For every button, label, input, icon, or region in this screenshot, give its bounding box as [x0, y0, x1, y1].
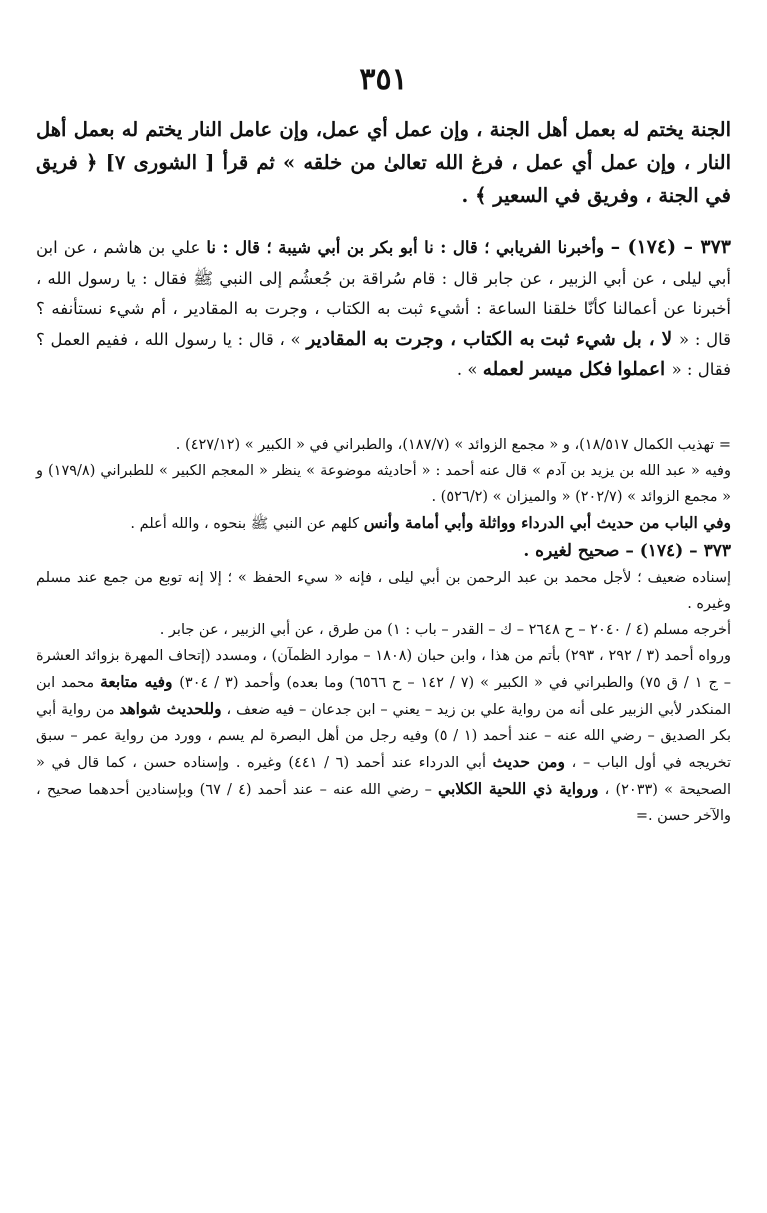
main-line-1: الجنة يختم له بعمل أهل الجنة ، وإن عمل أي عمل، وإن عامل النار يختم له بعمل	[73, 118, 731, 141]
footnote-muslim-source: أخرجه مسلم (٤ / ٢٠٤٠ – ح ٢٦٤٨ – ك – القدر – باب : ١) من طرق ، عن أبي الزبير ، عن جابر .	[159, 622, 731, 638]
prophet-words-3: اعملوا	[617, 359, 672, 380]
hadith-text	[36, 232, 731, 386]
footnote-continuation: = تهذيب الكمال ١٨/٥١٧)، و « مجمع الزوائد » (١٨٧/٧)، والطبراني في « الكبير » (٤٢٧/١٢) .	[175, 437, 731, 453]
footnote-hadith-grade: ٣٧٣ – (١٧٤) – صحيح لغيره .	[523, 541, 731, 561]
main-line-3: ﴿ فريق في الجنة ، وفريق في السعير ﴾ .	[36, 151, 731, 207]
footnote-sources-h: ورواية ذي اللحية الكلابي	[438, 779, 599, 798]
footnote-sources-a: ورواه أحمد (٣ / ٢٩٢ ، ٢٩٣) بأتم من هذا ، وابن حبان (١٨٠٨ – موارد الظمآن) ، ومسدد (إتحاف المهرة بزوائد العشرة – ج ١ / ق ٧٥) والطبراني في « الكبير » (٧ / ١٤٢ – ح ٦٥٦٦) وما بعده) وأحمد (٣ / ٣٠٤)	[36, 648, 732, 691]
prophet-words-1: لا ، بل شيء ثبت	[540, 328, 680, 350]
footnotes-section	[36, 432, 731, 829]
prophet-words-4: فكل ميسر لعمله	[482, 359, 613, 380]
hadith-line-2: علي بن هاشم ، عن ابن أبي ليلى ، عن أبي الزبير ، عن جابر قال : قام سُراقة بن	[36, 238, 731, 288]
main-line-2: أهل النار ، وإن عمل أي عمل ، فرغ الله تعالىٰ من خلقه » ثم قرأ [ الشورى ٧]	[36, 118, 731, 174]
footnote-sources-d: وللحديث شواهد	[119, 699, 222, 718]
hadith-intro: وأخبرنا الفريابي ؛ قال : نا أبو بكر بن أبي شيبة ؛ قال : نا	[206, 238, 611, 257]
footnote-related-rest: كلهم عن النبي ﷺ بنحوه ، والله أعلم .	[130, 516, 364, 532]
hadith-end: » .	[456, 360, 483, 379]
footnote-related-bold: وفي الباب من حديث أبي الدرداء وواثلة وأبي أمامة وأنس	[363, 513, 731, 532]
footnote-narrator-note: وفيه « عبد الله بن يزيد بن آدم » قال عنه أحمد : « أحاديثه موضوعة » ينظر « المعجم الكبير » للطبراني (١٧٩/٨) و « مجمع الزوائد » (٢٠٢/٧) « والميزان » (٥٢٦/٢) .	[36, 463, 731, 505]
footnote-sources-b: وفيه متابعة	[100, 672, 180, 691]
footnote-related-chapter	[36, 510, 731, 537]
footnote-chain-weakness: إسناده ضعيف ؛ لأجل محمد بن عبد الرحمن بن أبي ليلى ، فإنه « سيء الحفظ » ؛ إلا إنه توبع من جمع عند مسلم وغيره .	[36, 570, 731, 612]
hadith-number: ٣٧٣ – (١٧٤) –	[610, 236, 731, 258]
hadith-line-3: جُعشُم إلى النبي ﷺ فقال : يا رسول الله ، أخبرنا عن أعمالنا كأنّا خلقنا الساعة :	[36, 268, 731, 318]
footnote-sources-c: محمد ابن المنكدر لأبي الزبير على أنه من رواية علي بن زيد – يعني – ابن جدعان – فيه ضعف ،	[36, 675, 732, 718]
prophet-words-2: به الكتاب ، وجرت به المقادير	[306, 328, 535, 350]
footnote-other-sources	[36, 643, 731, 829]
footnote-sources-e: من رواية أبي بكر الصديق – رضي الله عنه – عند أحمد (١ / ٥) وفيه رجل من أهل البصرة لم يسم ، وورد من رواية عمر – سبق تخريجه في أول الباب – ،	[36, 702, 732, 771]
hadith-line-4: أشيء ثبت به الكتاب ، وجرت به المقادير ، أم شيء نستأنفه ؟ قال : «	[36, 299, 731, 349]
footnote-sources-g: أبي الدرداء عند أحمد (٦ / ٤٤١) وغيره . وإسناده حسن ، كما قال في « الصحيحة » (٢٠٣٣) ،	[36, 755, 732, 798]
footnote-sources-i: – رضي الله عنه – عند أحمد (٤ / ٦٧) وبإسنادين أحدهما صحيح ، والآخر حسن .=	[36, 782, 731, 824]
page-number: ٣٥١	[359, 62, 408, 97]
hadith-line-5: » ، قال : يا رسول الله ، ففيم العمل ؟ فقال : «	[36, 329, 731, 379]
main-text-continuation	[36, 113, 731, 212]
footnote-sources-f: ومن حديث	[492, 752, 565, 771]
